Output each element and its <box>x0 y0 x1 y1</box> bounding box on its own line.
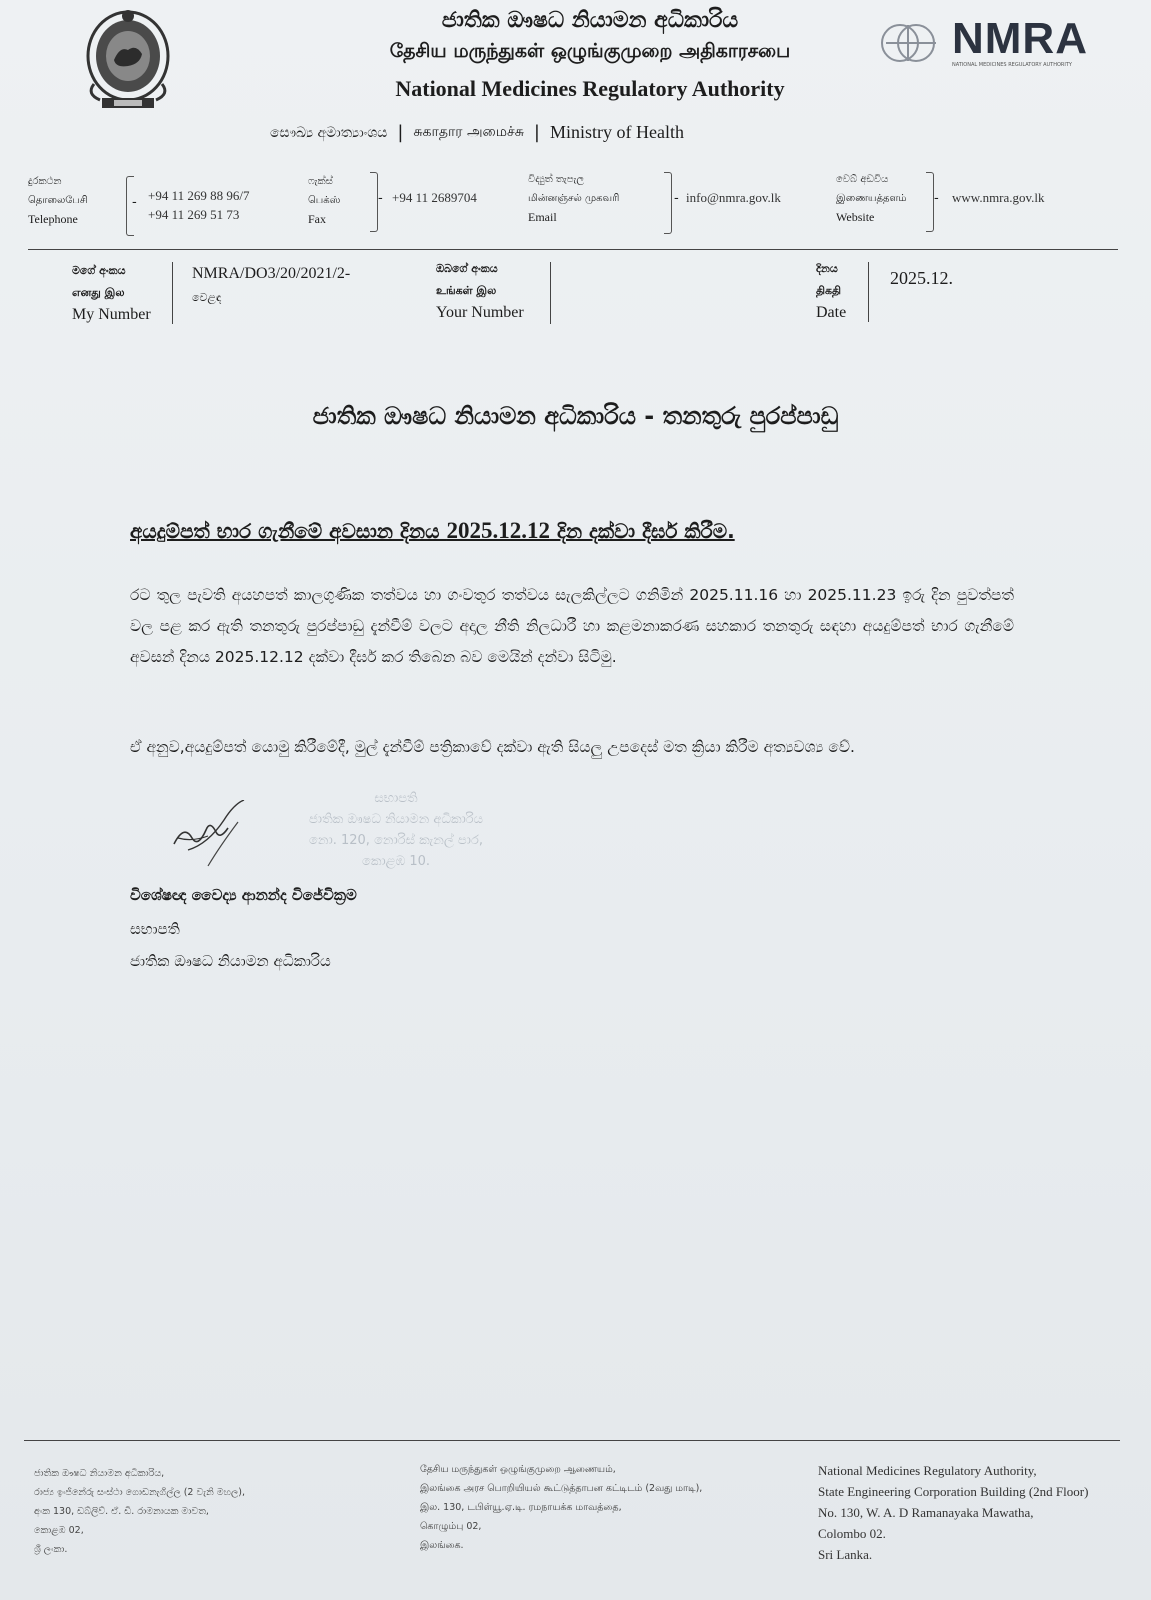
paragraph-1: රට තුල පැවති අයහපත් කාලගුණික තත්වය හා ගංවතුර තත්වය සැලකිල්ලට ගනිමින් 2025.11.16 හා 2025.11.23 ඉරු දින පුවත්පත් වල පළ කර ඇති තනතුරු පුරප්පාඩු දැන්වීම් වලට අදාල නීති නිලධාරී හා කළමනාකරණ සහකාර තනතුරු සඳහා අයදුම්පත් භාර ගැනීමේ අවසන් දිනය 2025.12.12 දක්වා දීර්ඝ කර තිබෙන බව මෙයින් දන්වා සිටිමු. <box>130 586 1014 666</box>
my-number-label: මගේ අංකය எனது இல My Number <box>72 264 151 323</box>
fax-value: +94 11 2689704 <box>392 190 477 205</box>
fax-label: ෆැක්ස් பெக்ஸ் Fax <box>308 176 341 226</box>
paragraph-2: ඒ අනුව,අයදුම්පත් යොමු කිරීමේදී, මුල් දැන්වීම් පත්‍රිකාවේ දක්වා ඇති සියලු උපදෙස් මත ක්‍රියා කිරීම අත්‍යවශ්‍ය වේ. <box>130 738 855 756</box>
email-value: info@nmra.gov.lk <box>686 190 781 205</box>
ministry-sinhala: සෞඛ්‍ය අමාත්‍යාංශය <box>270 124 388 141</box>
org-name-english: National Medicines Regulatory Authority <box>395 76 785 101</box>
signatory-title: සභාපති <box>130 920 180 938</box>
letter-page: ජාතික ඖෂධ නියාමන අධිකාරිය தேசிய மருந்துகள் ஒழுங்குமுறை அதிகாரசபை National Medicines Regulatory Authority සෞඛ්‍ය අමාත්‍යාංශය | சுகாதார அமைச்சு | Ministry of Health NMRA NATIONAL MEDICINES REGULATORY AUTHORITY දුරකථන தொலைபேசி Telephone - +94 11 269 88 96/7 +94 11 269 51 73 ෆැක්ස් பெக்ஸ் Fax - +94 11 2689704 විද්‍යුත් තැපැල மின்னஞ்சல் முகவரி Email - info@nmra.gov.lk වෙබ් අඩවිය இணையத்தளம் Website - www.nmra.gov.lk මගේ අංකය எனது இல My Number NMRA/DO3/20/2021/2- වෙළඳ ඔබගේ අංකය உங்கள் இல Your Number දිනය திகதி Date 2025.12. ජාතික ඖෂධ නියාමන අධිකාරිය - තනතුරු පුරප්පාඩු අයදුම්පත් භාර ගැනීමේ අවසාන දිනය 2025.12.12 දින දක්වා දීර්ඝ කිරීම. රට තුල පැවති අයහපත් කාලගුණික තත්වය හා ගංවතුර තත්වය සැලකිල්ලට ගනිමින් 2025.11.16 හා 2025.11.23 ඉරු දින පුවත්පත් වල පළ කර ඇති තනතුරු පුරප්පාඩු දැන්වීම් වලට අදාල නීති නිලධාරී හා කළමනාකරණ සහකාර තනතුරු සඳහා අයදුම්පත් භාර ගැනීමේ අවසන් දිනය 2025.12.12 දක්වා දීර්ඝ කර තිබෙන බව මෙයින් දන්වා සිටිමු. ඒ අනුව,අයදුම්පත් යොමු කිරීමේදී, මුල් දැන්වීම් පත්‍රිකාවේ දක්වා ඇති සියලු උපදෙස් මත ක්‍රියා කිරීම අත්‍යවශ්‍ය වේ. සභාපති ජාතික ඖෂධ නියාමන අධිකාරිය නො. 120, නොරිස් කැනල් පාර, කොළඹ 10. විශේෂඥ වෛද්‍ය ආනන්ද විජේවික්‍රම සභාපති ජාතික ඖෂධ නියාමන අධිකාරිය ජාතික ඖෂධ නියාමන අධිකාරිය, රාජ්‍ය ඉංජිනේරු සංස්ථා ගොඩනැගිල්ල (2 වැනි මහල), අංක 130, ඩබ්ලිව්. ඒ. ඩී. රාමනායක මාවත, කොළඹ 02, ශ්‍රී ලංකා. தேசிய மருந்துகள் ஒழுங்குமுறை ஆணையம், இலங்கை அரச பொறியியல் கூட்டுத்தாபன கட்டிடம் (2வது மாடி), இல. 130, டபிள்யூ.ஏ.டி. ரமநாயக்க மாவத்தை, கொழும்பு 02, இலங்கை. National Medicines Regulatory Authority, State Engineering Corporation Building (2nd Floor) No. 130, W. A. D Ramanayaka Mawatha, Colombo 02. Sri Lanka. <box>0 0 1151 1600</box>
footer-divider <box>24 1440 1120 1441</box>
telephone-values: +94 11 269 88 96/7 +94 11 269 51 73 <box>148 188 250 222</box>
ministry-tamil: சுகாதார அமைச்சு <box>413 123 524 140</box>
email-label: විද්‍යුත් තැපැල மின்னஞ்சல் முகவரி Email <box>528 174 620 224</box>
website-value: www.nmra.gov.lk <box>952 190 1045 205</box>
my-number-value: NMRA/DO3/20/2021/2- වෙළඳ <box>192 265 351 304</box>
bracket <box>664 172 672 234</box>
org-name-sinhala: ජාතික ඖෂධ නියාමන අධිකාරිය <box>441 8 739 33</box>
bracket <box>926 172 934 232</box>
handwritten-signature-icon <box>168 800 258 870</box>
ministry-separator: | <box>397 122 404 143</box>
official-stamp: සභාපති ජාතික ඖෂධ නියාමන අධිකාරිය නො. 120, නොරිස් කැනල් පාර, කොළඹ 10. <box>309 791 483 869</box>
date-value: 2025.12. <box>890 268 953 288</box>
letter-title: ජාතික ඖෂධ නියාමන අධිකාරිය - තනතුරු පුරප්පාඩු <box>312 402 839 430</box>
footer-address-sinhala: ජාතික ඖෂධ නියාමන අධිකාරිය, රාජ්‍ය ඉංජිනේරු සංස්ථා ගොඩනැගිල්ල (2 වැනි මහල), අංක 130, ඩබ්ලිව්. ඒ. ඩී. රාමනායක මාවත, කොළඹ 02, ශ්‍රී ලංකා. <box>34 1468 245 1555</box>
your-number-label: ඔබගේ අංකය உங்கள் இல Your Number <box>436 262 524 321</box>
header-divider <box>28 249 1118 250</box>
ministry-line <box>270 122 890 143</box>
nmra-logo-icon <box>878 16 944 70</box>
telephone-label: දුරකථන தொலைபேசி Telephone <box>28 176 88 226</box>
bracket <box>370 172 378 232</box>
ministry-separator: | <box>533 122 540 143</box>
nmra-logo-tagline: NATIONAL MEDICINES REGULATORY AUTHORITY <box>952 62 1072 68</box>
letter-subject: අයදුම්පත් භාර ගැනීමේ අවසාන දිනය 2025.12.12 දින දක්වා දීර්ඝ කිරීම. <box>130 518 735 543</box>
date-label: දිනය திகதி Date <box>816 262 847 321</box>
signatory-name: විශේෂඥ වෛද්‍ය ආනන්ද විජේවික්‍රම <box>130 886 357 904</box>
sri-lanka-emblem-icon <box>84 4 172 116</box>
nmra-logo-text: NMRA <box>952 14 1088 63</box>
footer-address-english: National Medicines Regulatory Authority, State Engineering Corporation Building (2nd Floor) No. 130, W. A. D Ramanayaka Mawatha, Colombo 02. Sri Lanka. <box>818 1463 1089 1562</box>
ministry-english: Ministry of Health <box>549 122 684 142</box>
signatory-organization: ජාතික ඖෂධ නියාමන අධිකාරිය <box>130 952 331 970</box>
website-label: වෙබ් අඩවිය இணையத்தளம் Website <box>836 174 907 224</box>
footer-address-tamil: தேசிய மருந்துகள் ஒழுங்குமுறை ஆணையம், இலங்கை அரச பொறியியல் கூட்டுத்தாபன கட்டிடம் (2வது மாடி), இல. 130, டபிள்யூ.ஏ.டி. ரமநாயக்க மாவத்தை, கொழும்பு 02, இலங்கை. <box>420 1464 703 1551</box>
org-name-tamil: தேசிய மருந்துகள் ஒழுங்குமுறை அதிகாரசபை <box>389 40 791 62</box>
